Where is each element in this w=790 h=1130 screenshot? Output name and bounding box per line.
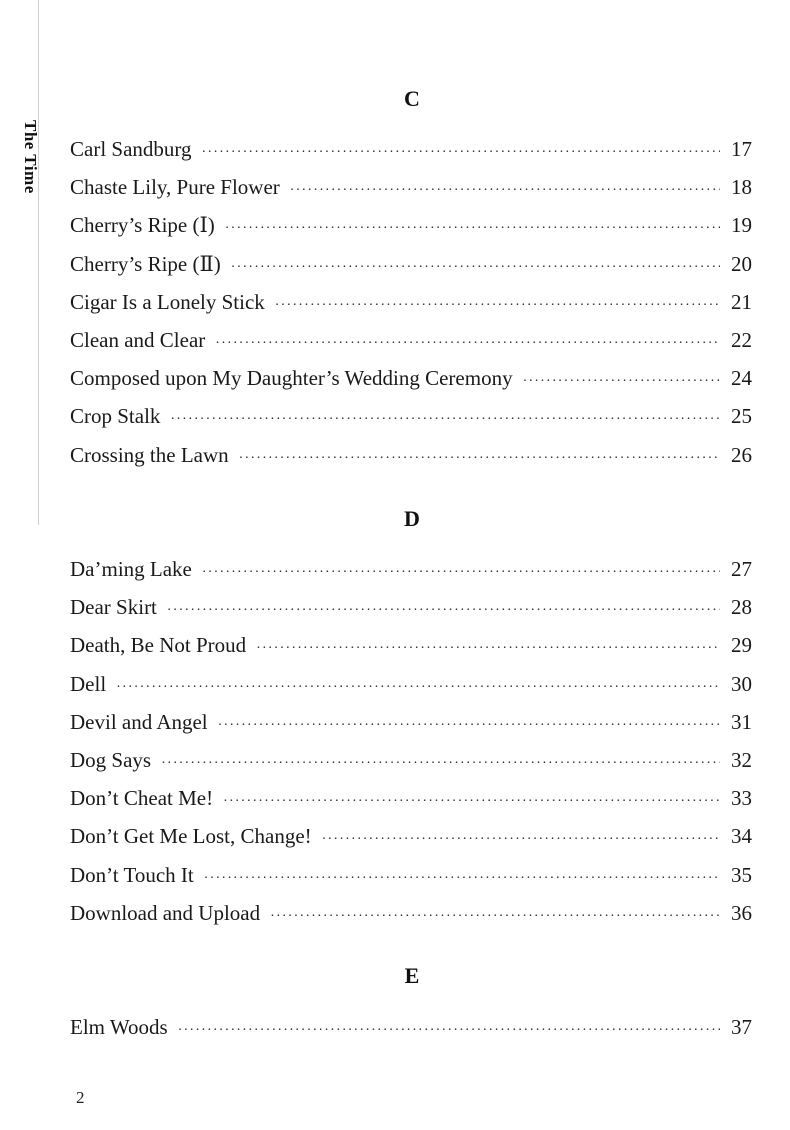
- entry-page-number: 34: [731, 824, 752, 849]
- entry-list: [70, 556, 752, 938]
- dot-leader: [231, 255, 720, 281]
- entry-title: Clean and Clear: [70, 327, 206, 352]
- entry-page-number: 35: [731, 862, 752, 887]
- entry-page-number: 27: [731, 557, 752, 581]
- toc-entry[interactable]: [70, 862, 752, 900]
- entry-page-number: 17: [731, 137, 752, 161]
- entry-title: Chaste Lily, Pure Flower: [70, 175, 280, 200]
- entry-title: Devil and Angel: [70, 709, 208, 734]
- entry-page-number: 25: [731, 404, 752, 429]
- toc-entry[interactable]: [70, 900, 752, 938]
- entry-title: Crop Stalk: [70, 404, 161, 429]
- entry-title: Don’t Cheat Me!: [70, 786, 214, 811]
- toc-entry[interactable]: [70, 785, 752, 823]
- dot-leader: [202, 560, 720, 586]
- entry-page-number: 18: [731, 175, 752, 200]
- entry-page-number: 28: [731, 595, 752, 620]
- dot-leader: [225, 216, 720, 242]
- toc-entry[interactable]: [70, 136, 752, 174]
- toc-entry[interactable]: [70, 556, 752, 594]
- entry-page-number: 33: [731, 786, 752, 811]
- dot-leader: [218, 713, 720, 739]
- entry-title: Download and Upload: [70, 900, 261, 925]
- dot-leader: [161, 751, 720, 777]
- entry-title: Cigar Is a Lonely Stick: [70, 289, 265, 314]
- entry-page-number: 36: [731, 900, 752, 925]
- toc-entry[interactable]: [70, 327, 752, 365]
- entry-page-number: 29: [731, 633, 752, 658]
- dot-leader: [215, 331, 720, 357]
- running-head: The Time: [21, 120, 40, 194]
- entry-page-number: 21: [731, 289, 752, 314]
- dot-leader: [270, 904, 720, 930]
- entry-page-number: 26: [731, 442, 752, 467]
- dot-leader: [202, 140, 720, 166]
- dot-leader: [170, 407, 720, 433]
- toc-entry[interactable]: [70, 174, 752, 212]
- margin-rule: [38, 0, 39, 525]
- entry-page-number: 20: [731, 251, 752, 276]
- dot-leader: [275, 293, 720, 319]
- toc-entry[interactable]: [70, 1014, 752, 1052]
- entry-page-number: 24: [731, 366, 752, 391]
- toc-entry[interactable]: [70, 709, 752, 747]
- page-folio: 2: [76, 1088, 85, 1107]
- dot-leader: [178, 1018, 720, 1044]
- entry-title: Da’ming Lake: [70, 557, 192, 581]
- toc-entry[interactable]: [70, 289, 752, 327]
- dot-leader: [290, 178, 720, 204]
- toc-entry[interactable]: [70, 747, 752, 785]
- section-letter: D: [404, 506, 420, 531]
- entry-title: Crossing the Lawn: [70, 442, 229, 467]
- toc-entry[interactable]: [70, 671, 752, 709]
- toc-entry[interactable]: [70, 594, 752, 632]
- section-letter: E: [404, 963, 420, 988]
- entry-title: Cherry’s Ripe (Ⅱ): [70, 251, 221, 276]
- entry-list: [70, 1014, 752, 1052]
- entry-page-number: 19: [731, 213, 752, 238]
- entry-page-number: 37: [731, 1015, 752, 1039]
- entry-title: Composed upon My Daughter’s Wedding Ceremony: [70, 366, 513, 391]
- entry-title: Carl Sandburg: [70, 137, 192, 161]
- entry-page-number: 30: [731, 671, 752, 696]
- entry-title: Don’t Get Me Lost, Change!: [70, 824, 312, 849]
- dot-leader: [239, 446, 720, 472]
- entry-title: Dog Says: [70, 747, 152, 772]
- dot-leader: [223, 789, 720, 815]
- entry-title: Don’t Touch It: [70, 862, 194, 887]
- dot-leader: [116, 675, 720, 701]
- entry-title: Elm Woods: [70, 1015, 168, 1039]
- entry-title: Dell: [70, 671, 107, 696]
- entry-page-number: 32: [731, 747, 752, 772]
- dot-leader: [523, 369, 720, 395]
- dot-leader: [256, 636, 720, 662]
- entry-list: [70, 136, 752, 480]
- toc-entry[interactable]: [70, 251, 752, 289]
- dot-leader: [322, 827, 720, 853]
- toc-entry[interactable]: [70, 365, 752, 403]
- toc-entry[interactable]: [70, 403, 752, 441]
- toc-entry[interactable]: [70, 442, 752, 480]
- entry-page-number: 22: [731, 327, 752, 352]
- toc-entry[interactable]: [70, 823, 752, 861]
- entry-title: Dear Skirt: [70, 595, 157, 620]
- dot-leader: [204, 866, 720, 892]
- toc-entry[interactable]: [70, 632, 752, 670]
- entry-page-number: 31: [731, 709, 752, 734]
- toc-entry[interactable]: [70, 212, 752, 250]
- entry-title: Death, Be Not Proud: [70, 633, 247, 658]
- entry-title: Cherry’s Ripe (Ⅰ): [70, 213, 215, 238]
- dot-leader: [167, 598, 720, 624]
- section-letter: C: [404, 86, 420, 111]
